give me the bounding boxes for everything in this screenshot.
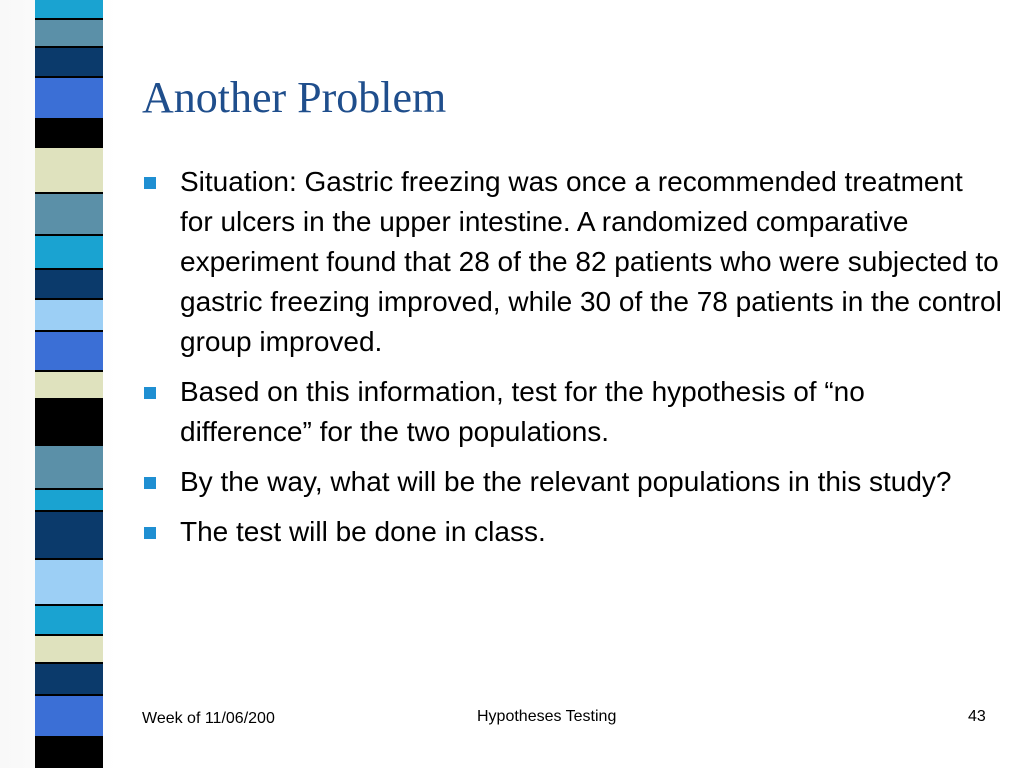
strip-segment bbox=[35, 76, 103, 118]
strip-segment bbox=[35, 736, 103, 768]
strip-segment bbox=[35, 118, 103, 146]
bullet-item bbox=[142, 372, 1002, 452]
strip-segment bbox=[35, 604, 103, 634]
strip-segment bbox=[35, 694, 103, 736]
square-bullet-icon bbox=[144, 387, 156, 399]
strip-segment bbox=[35, 146, 103, 192]
footer-title: Hypotheses Testing bbox=[477, 708, 617, 725]
square-bullet-icon bbox=[144, 177, 156, 189]
strip-segment bbox=[35, 558, 103, 604]
strip-segment bbox=[35, 298, 103, 330]
square-bullet-icon bbox=[144, 527, 156, 539]
strip-segment bbox=[35, 192, 103, 234]
page-number: 43 bbox=[968, 708, 986, 725]
bullet-text: Based on this information, test for the hypothesis of “no difference” for the two populations. bbox=[180, 376, 865, 447]
strip-segment bbox=[35, 662, 103, 694]
bullet-text: By the way, what will be the relevant populations in this study? bbox=[180, 466, 952, 497]
footer-date: Week of 11/06/200 bbox=[142, 710, 275, 727]
decorative-color-strip bbox=[35, 0, 103, 768]
strip-segment bbox=[35, 634, 103, 662]
strip-segment bbox=[35, 398, 103, 444]
square-bullet-icon bbox=[144, 477, 156, 489]
strip-segment bbox=[35, 268, 103, 298]
strip-segment bbox=[35, 46, 103, 76]
bullet-list bbox=[142, 162, 1002, 562]
strip-segment bbox=[35, 0, 103, 18]
bullet-text: The test will be done in class. bbox=[180, 516, 546, 547]
bullet-item bbox=[142, 462, 1002, 502]
strip-segment bbox=[35, 18, 103, 46]
bullet-item bbox=[142, 162, 1002, 362]
strip-segment bbox=[35, 330, 103, 370]
slide-title: Another Problem bbox=[142, 73, 447, 122]
strip-segment bbox=[35, 488, 103, 510]
strip-segment bbox=[35, 510, 103, 558]
bullet-item bbox=[142, 512, 1002, 552]
strip-segment bbox=[35, 370, 103, 398]
strip-segment bbox=[35, 444, 103, 488]
bullet-text: Situation: Gastric freezing was once a recommended treatment for ulcers in the upper intestine. A randomized comparative experiment found that 28 of the 82 patients who were subjected to gastric freezing improved, while 30 of the 78 patients in the control group improved. bbox=[180, 166, 1002, 357]
strip-segment bbox=[35, 234, 103, 268]
